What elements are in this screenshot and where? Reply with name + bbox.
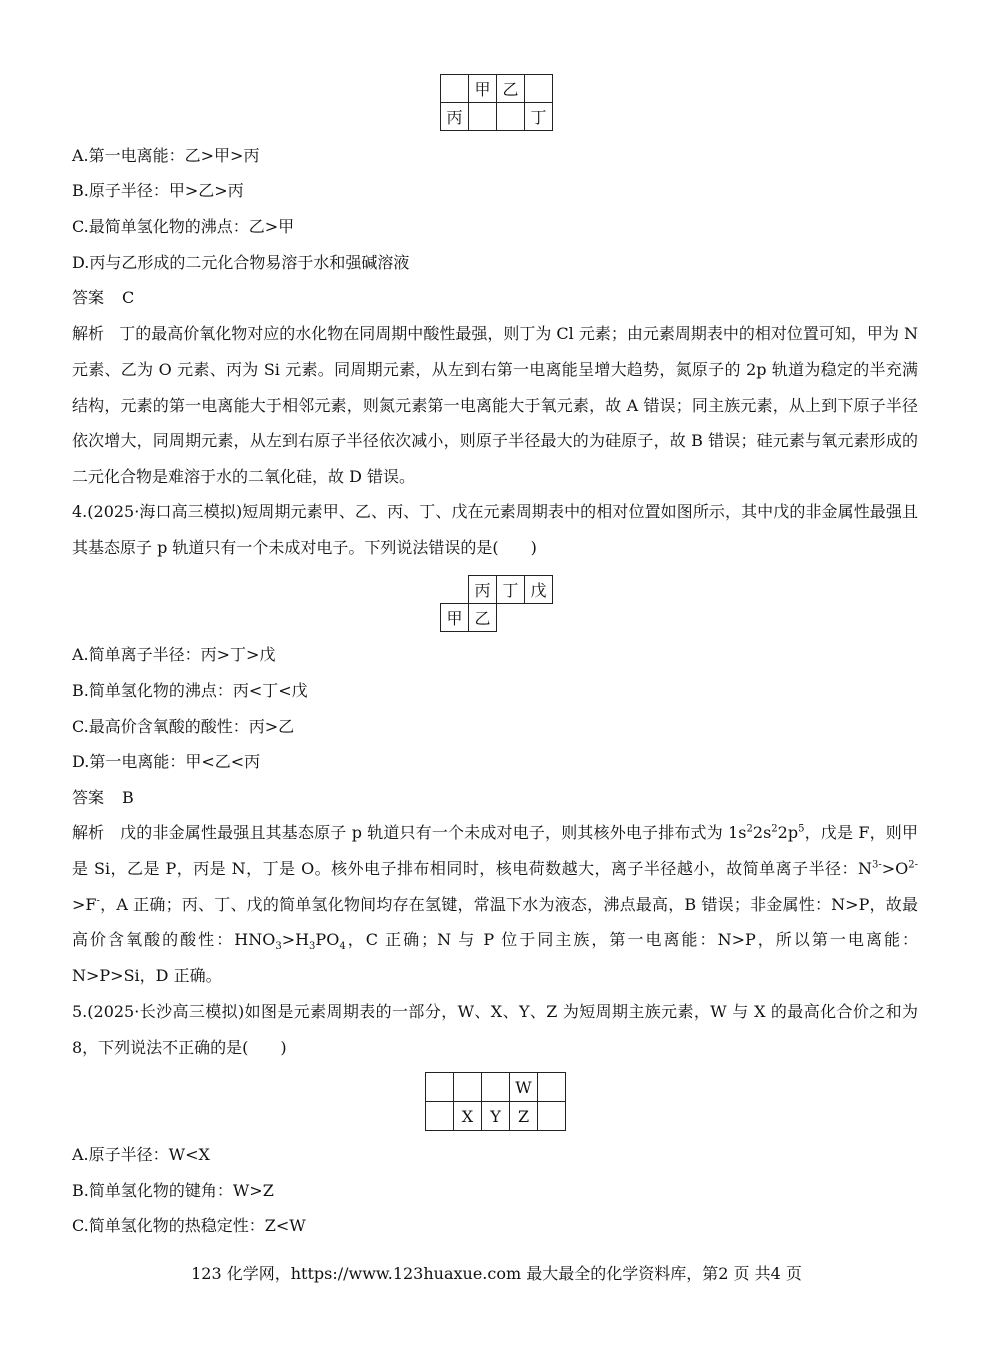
- question-5-stem: 5.(2025·长沙高三模拟)如图是元素周期表的一部分，W、X、Y、Z 为短周期主族元素，W 与 X 的最高化合价之和为 8，下列说法不正确的是( ): [72, 1002, 918, 1057]
- table-cell: 乙: [469, 604, 497, 632]
- table-cell: [441, 576, 469, 604]
- subscript: 4: [339, 941, 346, 953]
- superscript: 2-: [908, 859, 918, 871]
- superscript: 2: [746, 823, 753, 835]
- option-b: B.简单氢化物的键角：W>Z: [72, 1181, 274, 1200]
- answer-value: C: [122, 288, 135, 307]
- analysis-text: 戊的非金属性最强且其基态原子 p 轨道只有一个未成对电子，则其核外电子排布式为 1s: [120, 823, 747, 842]
- analysis-label: 解析: [72, 823, 105, 842]
- analysis-text: 丁的最高价氧化物对应的水化物在同周期中酸性最强，则丁为 Cl 元素；由元素周期表中的相对位置可知，甲为 N 元素、乙为 O 元素、丙为 Si 元素。同周期元素，从左到右第一电离能呈增大趋势，氮原子的 2p 轨道为稳定的半充满结构，元素的第一电离能大于相邻元素，则氮元素第一电离能大于氧元素，故 A 错误；同主族元素，从上到下原子半径依次增大，同周期元素，从左到右原子半径依次减小，则原子半径最大的为硅原子，故 B 错误；硅元素与氧元素形成的二元化合物是难溶于水的二氧化硅，故 D 错误。: [72, 324, 918, 487]
- table-cell: 丙: [441, 103, 469, 131]
- option-a: A.第一电离能：乙>甲>丙: [72, 146, 260, 165]
- table-cell: [497, 604, 525, 632]
- analysis-paragraph: [72, 815, 918, 994]
- question-4-stem: 4.(2025·海口高三模拟)短周期元素甲、乙、丙、丁、戊在元素周期表中的相对位置如图所示，其中戊的非金属性最强且其基态原子 p 轨道只有一个未成对电子。下列说法错误的是( ): [72, 502, 918, 557]
- table-cell: 戊: [525, 576, 553, 604]
- answer-label: 答案: [72, 288, 105, 307]
- answer-line: [72, 786, 134, 810]
- table-cell: [538, 1073, 566, 1102]
- superscript: 2: [771, 823, 778, 835]
- analysis-text: ，戊是 F，则甲是 Si，乙是 P，丙是 N，丁是 O。核外电子排布相同时，核电荷数越大，离子半径越小，故简单离子半径：N: [72, 823, 918, 878]
- analysis-text: 2p: [777, 823, 799, 842]
- analysis-text: PO: [315, 930, 340, 950]
- subscript: 3: [275, 941, 282, 953]
- table-cell: 丙: [469, 576, 497, 604]
- analysis-paragraph: [72, 316, 918, 495]
- table-cell: [441, 75, 469, 103]
- table-cell: 丁: [497, 576, 525, 604]
- option-c: C.简单氢化物的热稳定性：Z<W: [72, 1216, 306, 1235]
- option-a: A.简单离子半径：丙>丁>戊: [72, 645, 276, 664]
- answer-value: B: [122, 788, 134, 807]
- option-d: D.第一电离能：甲<乙<丙: [72, 752, 261, 771]
- table-cell: Z: [510, 1102, 538, 1131]
- table-cell: [497, 103, 525, 131]
- option-b: B.简单氢化物的沸点：丙<丁<戊: [72, 681, 308, 700]
- option-c: C.最高价含氧酸的酸性：丙>乙: [72, 717, 295, 736]
- table-cell: [426, 1073, 454, 1102]
- table-cell: 甲: [441, 604, 469, 632]
- superscript: 5: [798, 823, 805, 835]
- table-cell: 甲: [469, 75, 497, 103]
- periodic-table-fragment-3: [425, 1072, 566, 1131]
- analysis-text: 2s: [752, 823, 772, 842]
- answer-line: [72, 286, 134, 310]
- analysis-label: 解析: [72, 324, 105, 343]
- superscript: 3-: [871, 859, 882, 871]
- option-d: D.丙与乙形成的二元化合物易溶于水和强碱溶液: [72, 253, 410, 272]
- option-c: C.最简单氢化物的沸点：乙>甲: [72, 217, 295, 236]
- superscript: -: [96, 895, 100, 907]
- subscript: 3: [309, 941, 316, 953]
- table-cell: X: [454, 1102, 482, 1131]
- table-cell: W: [510, 1073, 538, 1102]
- periodic-table-fragment-1: [440, 74, 553, 131]
- analysis-text: >O: [881, 858, 909, 878]
- option-b: B.原子半径：甲>乙>丙: [72, 181, 244, 200]
- table-cell: [454, 1073, 482, 1102]
- table-cell: [469, 103, 497, 131]
- table-cell: [525, 75, 553, 103]
- table-cell: 乙: [497, 75, 525, 103]
- page-footer: 123 化学网，https://www.123huaxue.com 最大最全的化学资料库，第2 页 共4 页: [191, 1264, 802, 1283]
- table-cell: [426, 1102, 454, 1131]
- analysis-text: ，C 正确；N 与 P 位于同主族，第一电离能：N>P，所以第一电离能：N>P>Si，D 正确。: [72, 930, 918, 986]
- table-cell: 丁: [525, 103, 553, 131]
- table-cell: [482, 1073, 510, 1102]
- table-cell: [525, 604, 553, 632]
- table-cell: [538, 1102, 566, 1131]
- analysis-text: >H: [281, 930, 310, 950]
- analysis-text: >F: [72, 894, 97, 914]
- periodic-table-fragment-2: [440, 575, 553, 632]
- table-cell: Y: [482, 1102, 510, 1131]
- answer-label: 答案: [72, 788, 105, 807]
- analysis-text: ，A 正确；丙、丁、戊的简单氢化物间均存在氢键，常温下水为液态，沸点最高，B 错误；非金属性：N>P，故最高价含氧酸的酸性：HNO: [72, 894, 918, 950]
- option-a: A.原子半径：W<X: [72, 1145, 210, 1164]
